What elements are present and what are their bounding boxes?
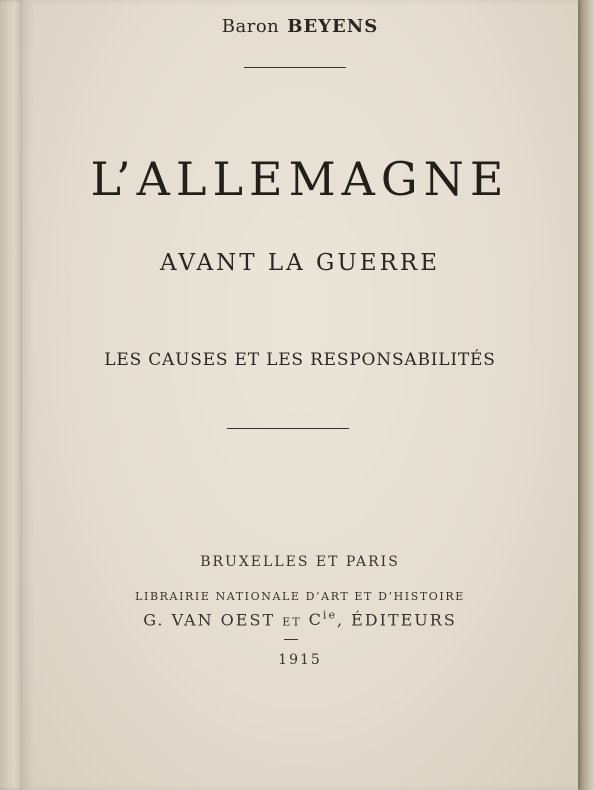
publisher-name: G. VAN OEST (143, 610, 276, 630)
publication-year: 1915 (278, 652, 322, 668)
publisher-co: $C^{ie}$ (308, 609, 337, 630)
title-page (22, 0, 578, 790)
publisher-line (22, 609, 578, 629)
author-line (22, 16, 578, 37)
book-subtitle: AVANT LA GUERRE (159, 250, 441, 276)
author-surname: BEYENS (287, 16, 379, 37)
top-divider (244, 67, 346, 68)
publication-cities: BRUXELLES ET PARIS (200, 554, 400, 570)
publisher-role: , ÉDITEURS (336, 610, 457, 630)
publisher-et: ET (282, 615, 302, 629)
book-title: L’ALLEMAGNE (90, 152, 510, 206)
middle-divider (227, 428, 349, 429)
book-secondary-subtitle: LES CAUSES ET LES RESPONSABILITÉS (104, 350, 496, 370)
year-dash (284, 639, 298, 640)
author-given-name: Baron (221, 16, 280, 37)
bookshop-name: LIBRAIRIE NATIONALE D’ART ET D’HISTOIRE (135, 590, 465, 603)
